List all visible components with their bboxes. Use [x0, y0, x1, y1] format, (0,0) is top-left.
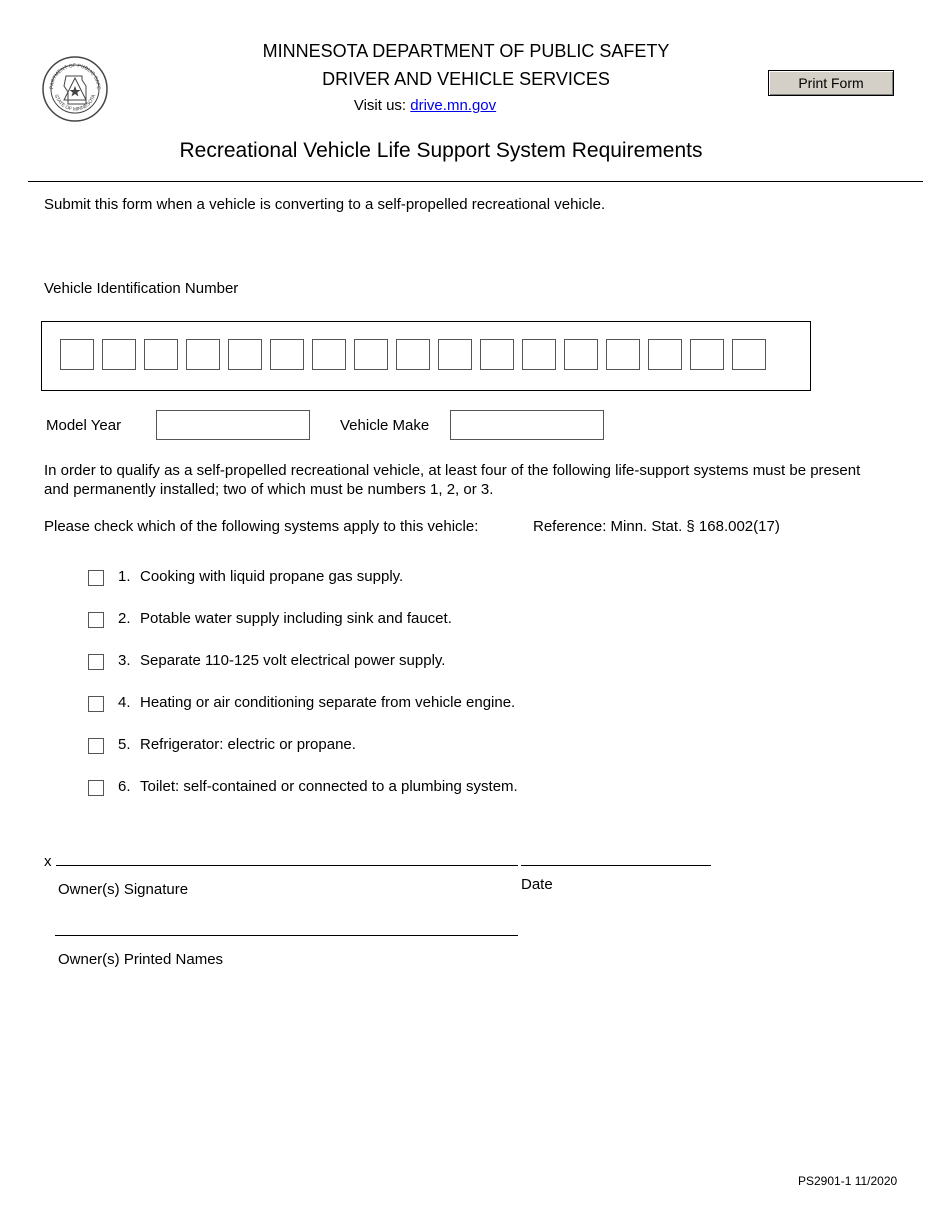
- system-checkbox[interactable]: [88, 570, 104, 586]
- model-year-input[interactable]: [156, 410, 310, 440]
- svg-text:DEPARTMENT OF PUBLIC SAFETY: PARTMENT OF PUBLIC SAFE: [48, 62, 102, 90]
- vehicle-make-label: Vehicle Make: [340, 417, 430, 434]
- vin-char-input[interactable]: [60, 339, 94, 370]
- printed-names-label: Owner(s) Printed Names: [58, 951, 224, 968]
- vin-char-input[interactable]: [522, 339, 556, 370]
- system-label: Toilet: self-contained or connected to a plumbing system.: [140, 778, 518, 795]
- vin-char-input[interactable]: [186, 339, 220, 370]
- date-label: Date: [521, 876, 553, 893]
- print-form-button[interactable]: Print Form: [768, 70, 894, 96]
- system-checkbox[interactable]: [88, 780, 104, 796]
- system-checkbox[interactable]: [88, 654, 104, 670]
- signature-x-mark: x: [44, 853, 52, 870]
- system-number: 6.: [118, 778, 131, 795]
- system-label: Potable water supply including sink and faucet.: [140, 610, 452, 627]
- vin-char-input[interactable]: [690, 339, 724, 370]
- form-number: PS2901-1 11/2020: [798, 1174, 898, 1188]
- model-year-label: Model Year: [46, 417, 122, 434]
- website-link[interactable]: drive.mn.gov: [410, 97, 497, 114]
- header-divider: [28, 181, 923, 182]
- vin-char-input[interactable]: [480, 339, 514, 370]
- system-label: Refrigerator: electric or propane.: [140, 736, 356, 753]
- system-label: Heating or air conditioning separate from vehicle engine.: [140, 694, 516, 711]
- system-number: 3.: [118, 652, 131, 669]
- system-label: Cooking with liquid propane gas supply.: [140, 568, 404, 585]
- vin-char-input[interactable]: [270, 339, 304, 370]
- svg-text:STATE OF MINNESOTA: STATE OF MINNESOTA: [52, 93, 98, 113]
- system-number: 1.: [118, 568, 131, 585]
- form-title: Recreational Vehicle Life Support System Requirements: [179, 139, 703, 162]
- vin-char-input[interactable]: [564, 339, 598, 370]
- vin-char-input[interactable]: [354, 339, 388, 370]
- vin-char-input[interactable]: [228, 339, 262, 370]
- printed-names-line[interactable]: [55, 935, 518, 936]
- date-line[interactable]: [521, 865, 711, 866]
- system-number: 4.: [118, 694, 131, 711]
- owner-signature-label: Owner(s) Signature: [58, 881, 189, 898]
- visit-prefix: Visit us:: [353, 97, 407, 114]
- vehicle-make-input[interactable]: [450, 410, 604, 440]
- check-prompt: Please check which of the following systems apply to this vehicle:: [44, 518, 479, 535]
- system-number: 5.: [118, 736, 131, 753]
- system-checkbox[interactable]: [88, 738, 104, 754]
- visit-line: [0, 97, 850, 114]
- vin-char-input[interactable]: [648, 339, 682, 370]
- division-name: DRIVER AND VEHICLE SERVICES: [322, 69, 610, 89]
- intro-text: Submit this form when a vehicle is converting to a self-propelled recreational vehicle.: [44, 196, 606, 213]
- qualification-text: In order to qualify as a self-propelled recreational vehicle, at least four of the following life-support systems must be present and permanently installed; two of which must be numbers 1, 2, or 3.: [44, 462, 861, 498]
- owner-signature-line[interactable]: [56, 865, 518, 866]
- vin-label: Vehicle Identification Number: [44, 280, 239, 297]
- agency-name: MINNESOTA DEPARTMENT OF PUBLIC SAFETY: [262, 41, 670, 61]
- vin-char-input[interactable]: [396, 339, 430, 370]
- system-checkbox[interactable]: [88, 696, 104, 712]
- system-number: 2.: [118, 610, 131, 627]
- vin-char-input[interactable]: [102, 339, 136, 370]
- vin-char-input[interactable]: [732, 339, 766, 370]
- vin-char-input[interactable]: [606, 339, 640, 370]
- vin-char-input[interactable]: [144, 339, 178, 370]
- system-label: Separate 110-125 volt electrical power supply.: [140, 652, 446, 669]
- vin-char-input[interactable]: [312, 339, 346, 370]
- statute-reference: Reference: Minn. Stat. § 168.002(17): [533, 518, 780, 535]
- vin-char-input[interactable]: [438, 339, 472, 370]
- system-checkbox[interactable]: [88, 612, 104, 628]
